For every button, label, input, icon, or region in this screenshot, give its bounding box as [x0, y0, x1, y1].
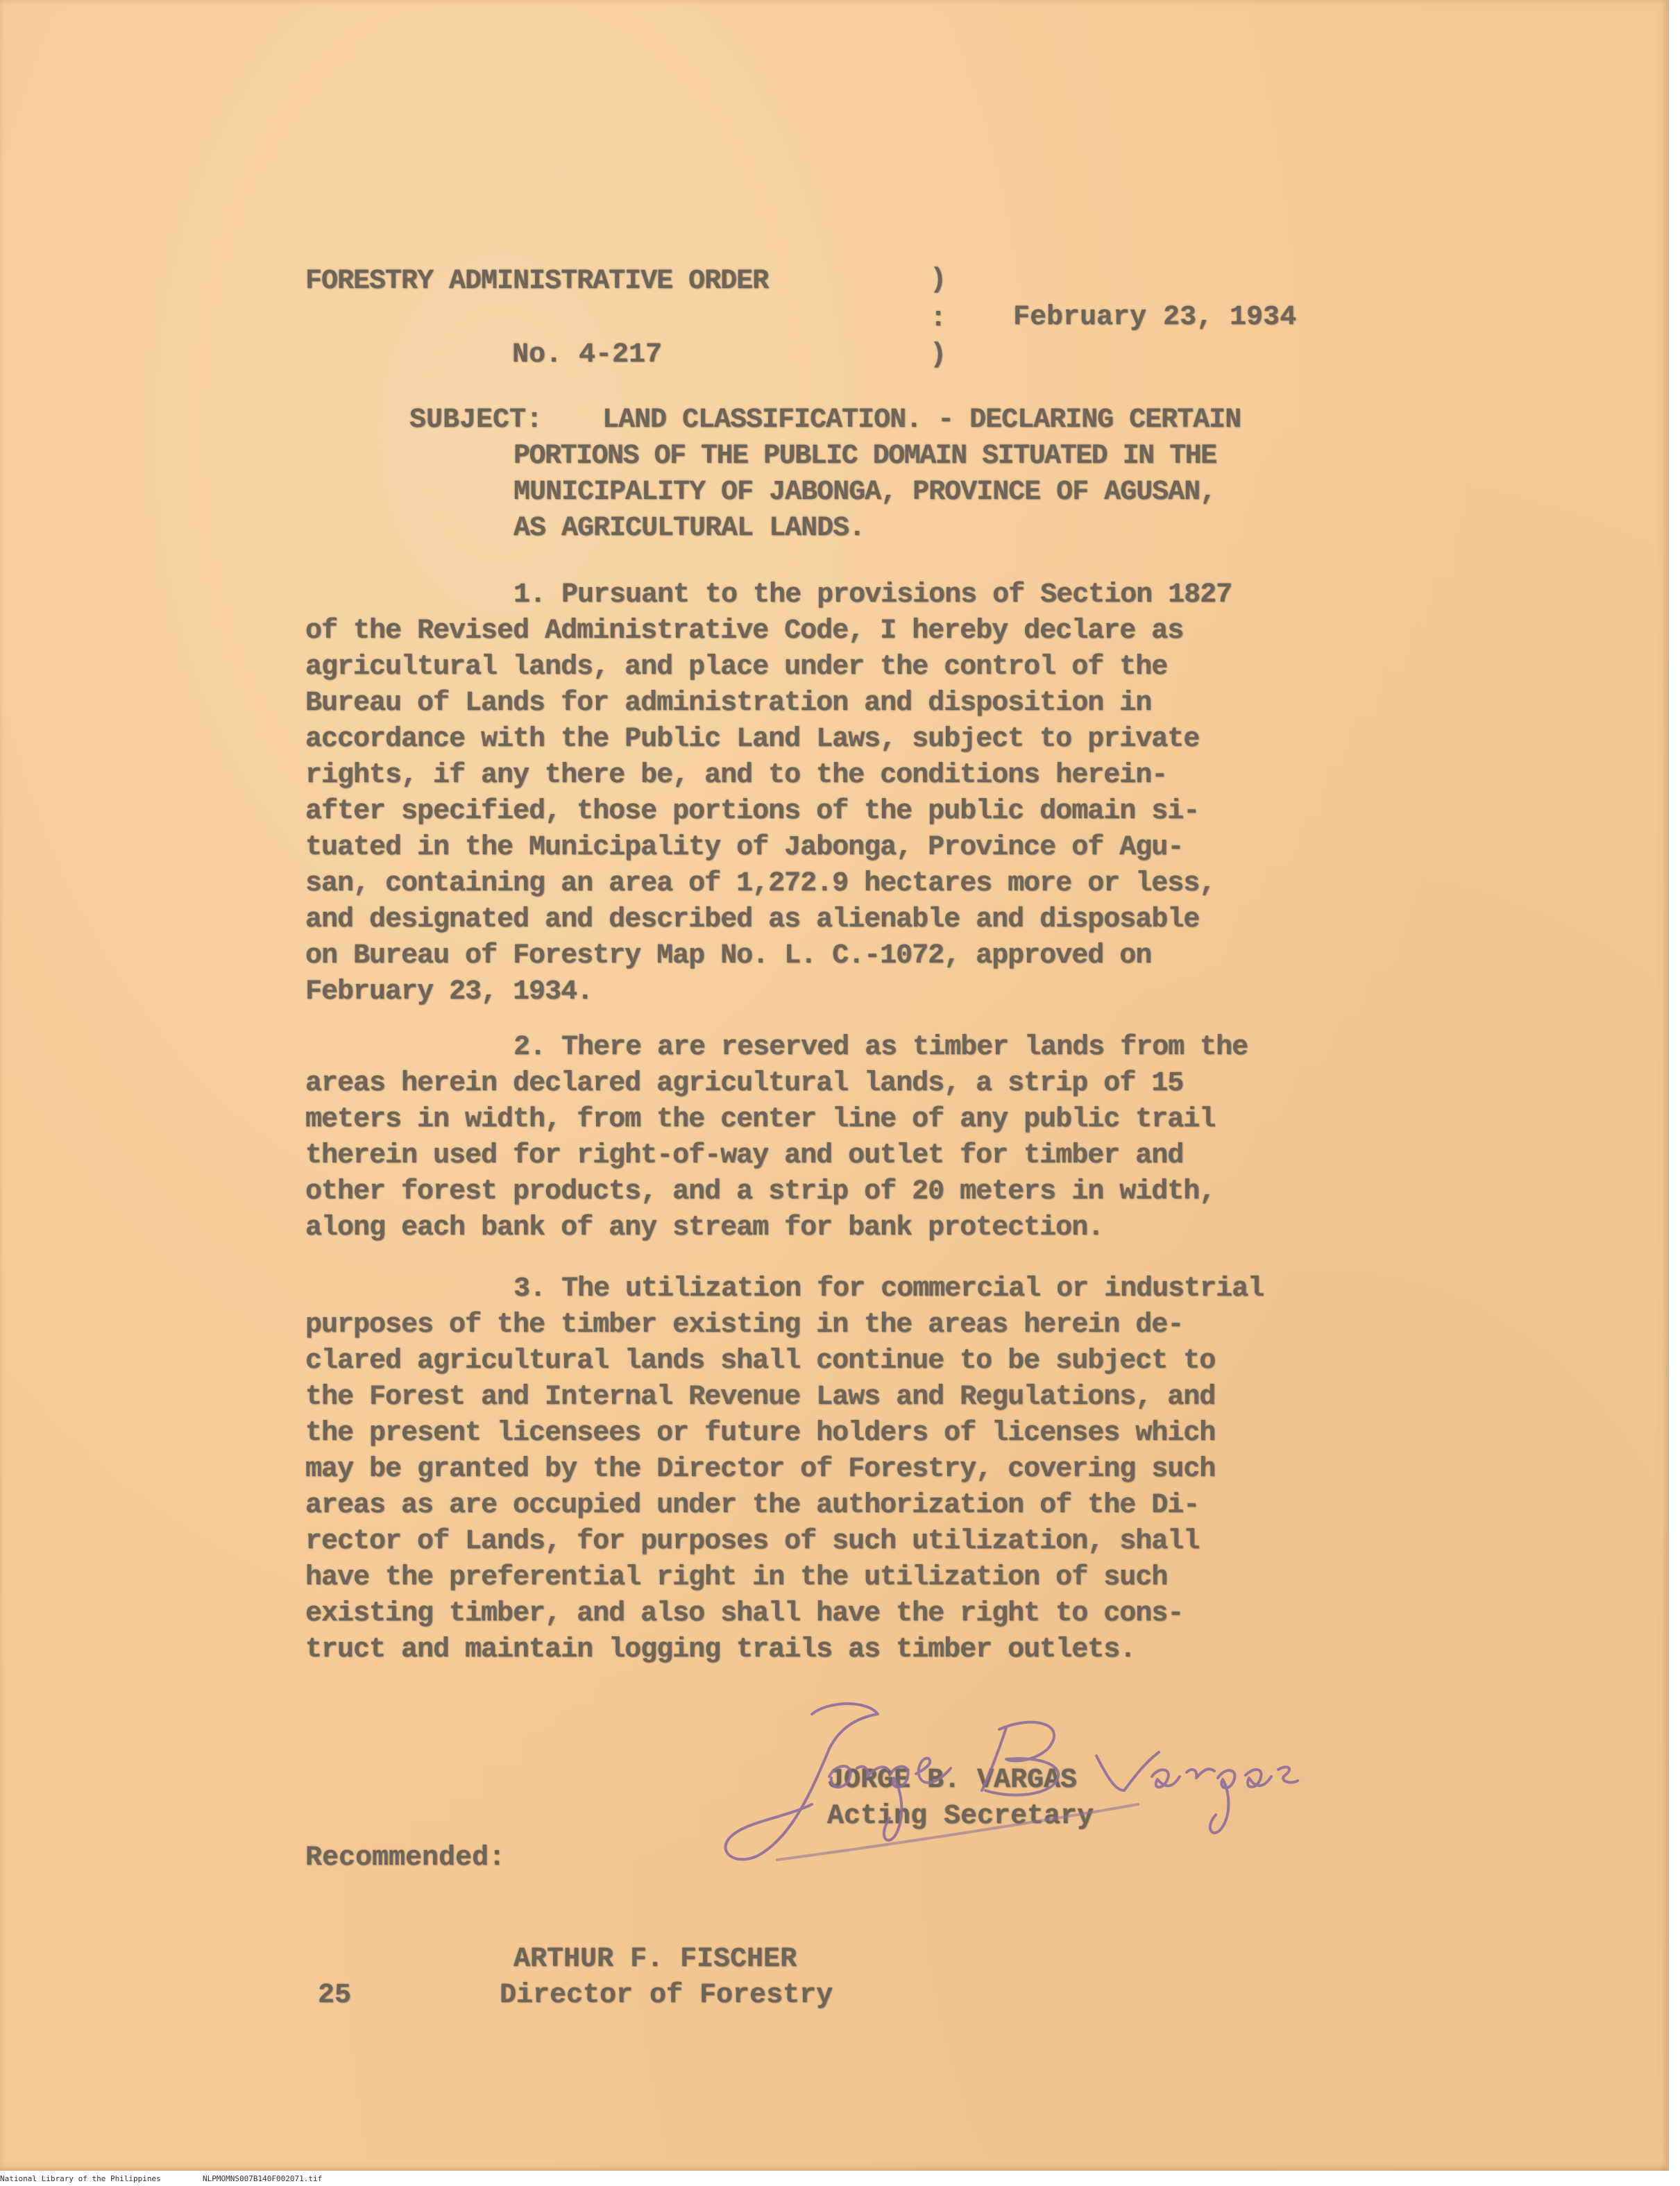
order-date: February 23, 1934 [1013, 302, 1297, 333]
paragraph-3-line: the present licensees or future holders of licenses which [305, 1418, 1216, 1449]
paragraph-3-line: 3. The utilization for commercial or industrial [514, 1273, 1264, 1305]
paragraph-3-line: the Forest and Internal Revenue Laws and Regulations, and [305, 1382, 1216, 1413]
paragraph-2-line: meters in width, from the center line of any public trail [305, 1104, 1216, 1135]
paragraph-1-line: on Bureau of Forestry Map No. L. C.-1072, approved on [305, 940, 1152, 972]
paragraph-3-line: existing timber, and also shall have the right to cons- [305, 1598, 1184, 1629]
paragraph-3-line: purposes of the timber existing in the areas herein de- [305, 1310, 1184, 1341]
order-title: FORESTRY ADMINISTRATIVE ORDER [305, 266, 769, 297]
paragraph-3-line: clared agricultural lands shall continue to be subject to [305, 1346, 1216, 1377]
subject-line: LAND CLASSIFICATION. - DECLARING CERTAIN [602, 405, 1241, 436]
paragraph-1-line: 1. Pursuant to the provisions of Section 1827 [514, 579, 1232, 611]
recommender-title: Director of Forestry [500, 1980, 833, 2011]
subject-line: PORTIONS OF THE PUBLIC DOMAIN SITUATED IN THE [514, 441, 1216, 472]
subject-line: AS AGRICULTURAL LANDS. [514, 513, 865, 544]
paragraph-3-line: areas as are occupied under the authorization of the Di- [305, 1490, 1200, 1521]
paragraph-1-line: agricultural lands, and place under the control of the [305, 652, 1168, 683]
paragraph-1-line: rights, if any there be, and to the conditions herein- [305, 760, 1168, 791]
paragraph-1-line: Bureau of Lands for administration and disposition in [305, 688, 1152, 719]
signer-title: Acting Secretary [827, 1801, 1094, 1832]
subject-label: SUBJECT: [409, 405, 543, 436]
paragraph-1-line: February 23, 1934. [305, 976, 593, 1008]
page-number: 25 [318, 1980, 352, 2011]
paragraph-2-line: 2. There are reserved as timber lands from the [514, 1032, 1248, 1063]
paragraph-2-line: along each bank of any stream for bank protection. [305, 1212, 1104, 1244]
footer-file-name: NLPMOMNS007B140F002071.tif [203, 2174, 323, 2183]
paragraph-2-line: areas herein declared agricultural lands, a strip of 15 [305, 1068, 1184, 1099]
recommended-label: Recommended: [305, 1842, 506, 1874]
footer-library-label: National Library of the Philippines [0, 2174, 161, 2183]
paragraph-1-line: of the Revised Administrative Code, I hereby declare as [305, 616, 1184, 647]
order-number: No. 4-217 [512, 339, 663, 371]
paragraph-1-line: after specified, those portions of the public domain si- [305, 796, 1200, 827]
subject-line: MUNICIPALITY OF JABONGA, PROVINCE OF AGUSAN, [514, 477, 1216, 508]
paragraph-3-line: may be granted by the Director of Forestry, covering such [305, 1454, 1216, 1485]
paragraph-1-line: san, containing an area of 1,272.9 hectares more or less, [305, 868, 1216, 899]
paragraph-1-line: tuated in the Municipality of Jabonga, Province of Agu- [305, 832, 1184, 863]
paragraph-3-line: truct and maintain logging trails as timber outlets. [305, 1634, 1136, 1666]
paragraph-2-line: therein used for right-of-way and outlet for timber and [305, 1140, 1184, 1171]
paragraph-1-line: and designated and described as alienable and disposable [305, 904, 1200, 935]
header-paren-close: ) [930, 339, 947, 371]
signer-name: JORGE B. VARGAS [827, 1765, 1078, 1796]
handwritten-signature [708, 1686, 1318, 1881]
recommender-name: ARTHUR F. FISCHER [514, 1944, 797, 1975]
paragraph-1-line: accordance with the Public Land Laws, subject to private [305, 724, 1200, 755]
paragraph-3-line: have the preferential right in the utilization of such [305, 1562, 1168, 1593]
header-colon: : [930, 303, 947, 334]
header-paren-open: ) [930, 264, 947, 296]
paragraph-2-line: other forest products, and a strip of 20 meters in width, [305, 1176, 1216, 1208]
paragraph-3-line: rector of Lands, for purposes of such utilization, shall [305, 1526, 1200, 1557]
